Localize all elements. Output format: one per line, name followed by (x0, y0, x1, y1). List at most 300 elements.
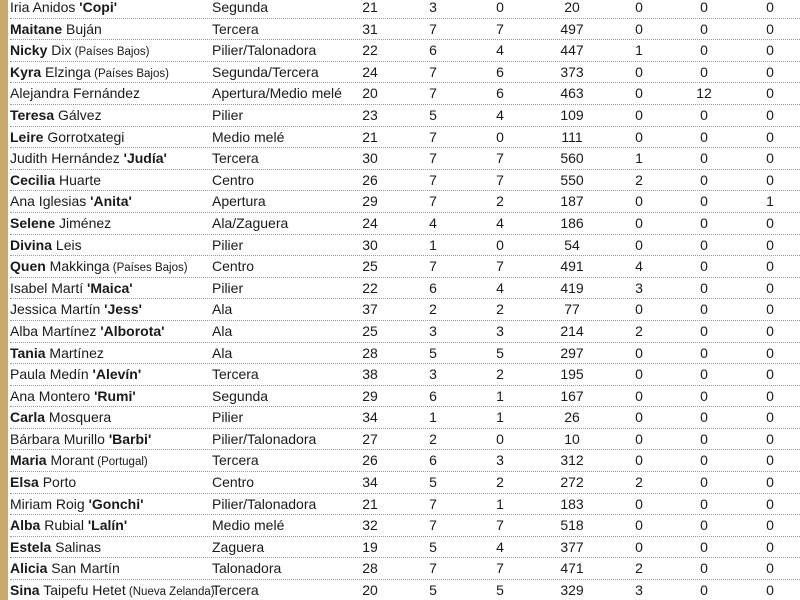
position-cell: Segunda (212, 0, 269, 15)
points-cell: 0 (700, 20, 708, 37)
age-cell: 30 (362, 236, 378, 253)
cards-cell: 0 (766, 128, 774, 145)
starts-cell: 0 (496, 430, 504, 447)
player-name-cell (10, 537, 210, 558)
player-first-name: Leire (10, 128, 44, 145)
player-nickname: 'Anita' (90, 193, 132, 210)
tries-cell: 3 (635, 279, 643, 296)
points-cell: 0 (700, 106, 708, 123)
matches-played-cell: 6 (429, 452, 437, 469)
player-first-name: Alicia (10, 560, 48, 577)
table-row (10, 148, 800, 170)
minutes-cell: 10 (564, 430, 580, 447)
player-name-cell (10, 256, 210, 277)
matches-played-cell: 1 (429, 236, 437, 253)
cards-cell: 0 (766, 214, 774, 231)
points-cell: 0 (700, 301, 708, 318)
table-row (10, 407, 800, 429)
position-cell: Pilier/Talonadora (212, 42, 317, 59)
matches-played-cell: 5 (429, 538, 437, 555)
cards-cell: 0 (766, 63, 774, 80)
starts-cell: 7 (496, 171, 504, 188)
cards-cell: 0 (766, 409, 774, 426)
minutes-cell: 186 (560, 214, 584, 231)
matches-played-cell: 2 (429, 301, 437, 318)
player-name-cell (10, 278, 210, 299)
cards-cell: 0 (766, 20, 774, 37)
player-surname: Martí (47, 279, 84, 296)
player-name-cell (10, 321, 210, 342)
accent-bar (0, 0, 8, 600)
player-name-cell (10, 235, 210, 256)
cards-cell: 0 (766, 150, 774, 167)
cards-cell: 0 (766, 452, 774, 469)
minutes-cell: 419 (560, 279, 584, 296)
tries-cell: 0 (635, 452, 643, 469)
points-cell: 0 (700, 582, 708, 599)
tries-cell: 0 (635, 85, 643, 102)
player-nickname: 'Barbi' (108, 430, 152, 447)
position-cell: Apertura (212, 193, 266, 210)
minutes-cell: 447 (560, 42, 584, 59)
starts-cell: 3 (496, 452, 504, 469)
player-country: (Países Bajos) (71, 46, 150, 59)
table-row (10, 256, 800, 278)
age-cell: 19 (362, 538, 378, 555)
table-row (10, 278, 800, 300)
minutes-cell: 312 (560, 452, 584, 469)
tries-cell: 2 (635, 322, 643, 339)
cards-cell: 0 (766, 538, 774, 555)
player-name-cell (10, 364, 210, 385)
cards-cell: 0 (766, 0, 774, 15)
player-name-cell (10, 407, 210, 428)
player-name-cell (10, 386, 210, 407)
player-first-name: Alba (10, 322, 39, 339)
cards-cell: 0 (766, 322, 774, 339)
minutes-cell: 560 (560, 150, 584, 167)
matches-played-cell: 7 (429, 128, 437, 145)
table-row (10, 494, 800, 516)
position-cell: Tercera (212, 20, 259, 37)
player-surname: Rubial (40, 517, 84, 534)
table-row (10, 191, 800, 213)
points-cell: 0 (700, 538, 708, 555)
minutes-cell: 187 (560, 193, 584, 210)
tries-cell: 2 (635, 171, 643, 188)
minutes-cell: 518 (560, 517, 584, 534)
player-name-cell (10, 580, 215, 600)
points-cell: 0 (700, 344, 708, 361)
minutes-cell: 54 (564, 236, 580, 253)
player-first-name: Carla (10, 409, 46, 426)
starts-cell: 1 (496, 409, 504, 426)
matches-played-cell: 3 (429, 366, 437, 383)
age-cell: 23 (362, 106, 378, 123)
position-cell: Pilier (212, 236, 244, 253)
points-cell: 0 (700, 452, 708, 469)
points-cell: 0 (700, 150, 708, 167)
matches-played-cell: 7 (429, 171, 437, 188)
minutes-cell: 167 (560, 387, 584, 404)
starts-cell: 4 (496, 214, 504, 231)
starts-cell: 2 (496, 366, 504, 383)
player-nickname: 'Copi' (79, 0, 118, 15)
matches-played-cell: 4 (429, 214, 437, 231)
matches-played-cell: 6 (429, 279, 437, 296)
matches-played-cell: 7 (429, 560, 437, 577)
cards-cell: 0 (766, 387, 774, 404)
player-surname: Mosquera (45, 409, 112, 426)
matches-played-cell: 5 (429, 344, 437, 361)
points-cell: 0 (700, 409, 708, 426)
matches-played-cell: 1 (429, 409, 437, 426)
age-cell: 26 (362, 452, 378, 469)
player-name-cell (10, 83, 210, 104)
age-cell: 31 (362, 20, 378, 37)
position-cell: Ala (212, 301, 233, 318)
starts-cell: 0 (496, 236, 504, 253)
player-first-name: Sina (10, 582, 40, 599)
table-row (10, 515, 800, 537)
cards-cell: 0 (766, 106, 774, 123)
points-cell: 12 (696, 85, 712, 102)
table-row (10, 19, 800, 41)
matches-played-cell: 5 (429, 106, 437, 123)
age-cell: 25 (362, 322, 378, 339)
player-first-name: Selene (10, 214, 56, 231)
starts-cell: 2 (496, 474, 504, 491)
tries-cell: 0 (635, 193, 643, 210)
minutes-cell: 497 (560, 20, 584, 37)
player-first-name: Bárbara (10, 430, 60, 447)
player-name-cell (10, 343, 210, 364)
age-cell: 27 (362, 430, 378, 447)
position-cell: Pilier (212, 409, 244, 426)
age-cell: 20 (362, 85, 378, 102)
player-surname: Fernández (69, 85, 140, 102)
age-cell: 21 (362, 0, 378, 15)
player-first-name: Cecilia (10, 171, 56, 188)
player-country: (Nueva Zelanda) (125, 586, 215, 599)
player-country: (Países Bajos) (109, 262, 188, 275)
tries-cell: 0 (635, 538, 643, 555)
table-row (10, 127, 800, 149)
matches-played-cell: 7 (429, 85, 437, 102)
starts-cell: 7 (496, 20, 504, 37)
age-cell: 29 (362, 387, 378, 404)
age-cell: 21 (362, 495, 378, 512)
starts-cell: 7 (496, 150, 504, 167)
player-first-name: Miriam (10, 495, 52, 512)
points-cell: 0 (700, 236, 708, 253)
position-cell: Pilier (212, 106, 244, 123)
points-cell: 0 (700, 63, 708, 80)
matches-played-cell: 5 (429, 474, 437, 491)
starts-cell: 4 (496, 42, 504, 59)
player-name-cell (10, 472, 210, 493)
player-surname: Buján (62, 20, 102, 37)
matches-played-cell: 7 (429, 150, 437, 167)
player-name-cell (10, 0, 210, 18)
minutes-cell: 183 (560, 495, 584, 512)
starts-cell: 4 (496, 106, 504, 123)
position-cell: Pilier/Talonadora (212, 495, 317, 512)
player-nickname: 'Gonchi' (88, 495, 144, 512)
player-surname: Makkinga (45, 258, 110, 275)
player-surname: Salinas (51, 538, 102, 555)
player-surname: Porto (38, 474, 77, 491)
age-cell: 26 (362, 171, 378, 188)
player-surname: Dix (47, 42, 72, 59)
position-cell: Pilier (212, 279, 244, 296)
starts-cell: 3 (496, 322, 504, 339)
player-name-cell (10, 105, 210, 126)
player-surname: Jiménez (55, 214, 112, 231)
position-cell: Tercera (212, 150, 259, 167)
position-cell: Apertura/Medio melé (212, 85, 342, 102)
cards-cell: 1 (766, 193, 774, 210)
starts-cell: 7 (496, 517, 504, 534)
tries-cell: 0 (635, 409, 643, 426)
cards-cell: 0 (766, 85, 774, 102)
table-row (10, 170, 800, 192)
player-name-cell (10, 450, 210, 471)
player-surname: San Martín (47, 560, 120, 577)
table-row (10, 343, 800, 365)
player-surname: Leis (52, 236, 82, 253)
tries-cell: 0 (635, 495, 643, 512)
age-cell: 28 (362, 560, 378, 577)
player-surname: Hernández (47, 150, 120, 167)
table-row (10, 364, 800, 386)
points-cell: 0 (700, 517, 708, 534)
player-name-cell (10, 170, 210, 191)
player-name-cell (10, 19, 210, 40)
tries-cell: 0 (635, 20, 643, 37)
starts-cell: 7 (496, 560, 504, 577)
points-cell: 0 (700, 171, 708, 188)
matches-played-cell: 3 (429, 322, 437, 339)
player-name-cell (10, 494, 210, 515)
minutes-cell: 373 (560, 63, 584, 80)
matches-played-cell: 7 (429, 20, 437, 37)
player-surname: Gorrotxategi (43, 128, 125, 145)
cards-cell: 0 (766, 517, 774, 534)
cards-cell: 0 (766, 42, 774, 59)
tries-cell: 1 (635, 150, 643, 167)
player-surname: Iglesias (34, 193, 87, 210)
player-first-name: Ana (10, 193, 35, 210)
player-surname: Medín (45, 366, 89, 383)
player-name-cell (10, 213, 210, 234)
tries-cell: 2 (635, 474, 643, 491)
table-row (10, 321, 800, 343)
minutes-cell: 297 (560, 344, 584, 361)
tries-cell: 0 (635, 366, 643, 383)
table-row (10, 299, 800, 321)
player-name-cell (10, 127, 210, 148)
player-name-cell (10, 40, 210, 61)
position-cell: Talonadora (212, 560, 282, 577)
position-cell: Centro (212, 258, 255, 275)
points-cell: 0 (700, 193, 708, 210)
player-first-name: Jessica (10, 301, 57, 318)
player-first-name: Iria (10, 0, 30, 15)
starts-cell: 1 (496, 495, 504, 512)
table-row (10, 558, 800, 580)
table-row (10, 472, 800, 494)
points-cell: 0 (700, 214, 708, 231)
player-name-cell (10, 299, 210, 320)
points-cell: 0 (700, 430, 708, 447)
player-nickname: 'Alborota' (100, 322, 165, 339)
player-first-name: Quen (10, 258, 46, 275)
player-name-cell (10, 429, 210, 450)
minutes-cell: 463 (560, 85, 584, 102)
table-row (10, 580, 800, 600)
player-first-name: Teresa (10, 106, 55, 123)
player-first-name: Elsa (10, 474, 39, 491)
minutes-cell: 491 (560, 258, 584, 275)
player-country: (Portugal) (94, 456, 148, 469)
minutes-cell: 20 (564, 0, 580, 15)
position-cell: Segunda (212, 387, 269, 404)
table-row (10, 105, 800, 127)
player-surname: Morant (46, 452, 95, 469)
minutes-cell: 377 (560, 538, 584, 555)
age-cell: 29 (362, 193, 378, 210)
player-first-name: Maitane (10, 20, 63, 37)
table-row (10, 62, 800, 84)
position-cell: Ala/Zaguera (212, 214, 289, 231)
cards-cell: 0 (766, 236, 774, 253)
minutes-cell: 471 (560, 560, 584, 577)
player-surname: Elzinga (41, 63, 91, 80)
tries-cell: 0 (635, 517, 643, 534)
player-surname: Huarte (55, 171, 102, 188)
tries-cell: 0 (635, 387, 643, 404)
cards-cell: 0 (766, 474, 774, 491)
starts-cell: 6 (496, 85, 504, 102)
minutes-cell: 195 (560, 366, 584, 383)
player-first-name: Paula (10, 366, 46, 383)
minutes-cell: 329 (560, 582, 584, 599)
matches-played-cell: 7 (429, 193, 437, 210)
matches-played-cell: 5 (429, 582, 437, 599)
age-cell: 24 (362, 214, 378, 231)
minutes-cell: 26 (564, 409, 580, 426)
player-surname: Taipefu Hetet (39, 582, 126, 599)
age-cell: 28 (362, 344, 378, 361)
cards-cell: 0 (766, 495, 774, 512)
player-first-name: Judith (10, 150, 48, 167)
player-first-name: Ana (10, 387, 35, 404)
player-name-cell (10, 148, 210, 169)
points-cell: 0 (700, 366, 708, 383)
points-cell: 0 (700, 560, 708, 577)
player-nickname: 'Jess' (104, 301, 142, 318)
matches-played-cell: 7 (429, 517, 437, 534)
cards-cell: 0 (766, 366, 774, 383)
cards-cell: 0 (766, 301, 774, 318)
tries-cell: 3 (635, 582, 643, 599)
points-cell: 0 (700, 322, 708, 339)
player-nickname: 'Rumi' (94, 387, 136, 404)
tries-cell: 4 (635, 258, 643, 275)
table-row (10, 235, 800, 257)
tries-cell: 0 (635, 301, 643, 318)
position-cell: Zaguera (212, 538, 265, 555)
player-first-name: Tania (10, 344, 46, 361)
tries-cell: 0 (635, 214, 643, 231)
matches-played-cell: 2 (429, 430, 437, 447)
minutes-cell: 550 (560, 171, 584, 188)
player-first-name: Estela (10, 538, 52, 555)
starts-cell: 4 (496, 279, 504, 296)
player-surname: Murillo (59, 430, 105, 447)
cards-cell: 0 (766, 258, 774, 275)
tries-cell: 0 (635, 236, 643, 253)
player-first-name: Alejandra (10, 85, 70, 102)
table-row (10, 83, 800, 105)
starts-cell: 4 (496, 538, 504, 555)
player-surname: Martínez (45, 344, 104, 361)
player-surname: Anidos (29, 0, 76, 15)
starts-cell: 2 (496, 301, 504, 318)
position-cell: Tercera (212, 452, 259, 469)
position-cell: Medio melé (212, 517, 285, 534)
position-cell: Ala (212, 322, 233, 339)
points-cell: 0 (700, 128, 708, 145)
matches-played-cell: 6 (429, 42, 437, 59)
matches-played-cell: 7 (429, 258, 437, 275)
age-cell: 22 (362, 42, 378, 59)
player-surname: Gálvez (54, 106, 102, 123)
position-cell: Ala (212, 344, 233, 361)
player-name-cell (10, 62, 210, 83)
table-row (10, 213, 800, 235)
age-cell: 22 (362, 279, 378, 296)
player-nickname: 'Lalín' (87, 517, 128, 534)
cards-cell: 0 (766, 582, 774, 599)
age-cell: 38 (362, 366, 378, 383)
player-first-name: Alba (10, 517, 41, 534)
table-row (10, 0, 800, 19)
player-stats-table (10, 0, 800, 600)
player-first-name: Kyra (10, 63, 42, 80)
minutes-cell: 109 (560, 106, 584, 123)
player-nickname: 'Alevín' (92, 366, 142, 383)
age-cell: 21 (362, 128, 378, 145)
age-cell: 25 (362, 258, 378, 275)
player-name-cell (10, 191, 210, 212)
starts-cell: 6 (496, 63, 504, 80)
starts-cell: 2 (496, 193, 504, 210)
table-row (10, 450, 800, 472)
player-name-cell (10, 558, 210, 579)
matches-played-cell: 7 (429, 495, 437, 512)
tries-cell: 0 (635, 344, 643, 361)
cards-cell: 0 (766, 430, 774, 447)
minutes-cell: 77 (564, 301, 580, 318)
tries-cell: 0 (635, 63, 643, 80)
starts-cell: 5 (496, 582, 504, 599)
matches-played-cell: 6 (429, 387, 437, 404)
position-cell: Tercera (212, 366, 259, 383)
cards-cell: 0 (766, 344, 774, 361)
age-cell: 34 (362, 409, 378, 426)
